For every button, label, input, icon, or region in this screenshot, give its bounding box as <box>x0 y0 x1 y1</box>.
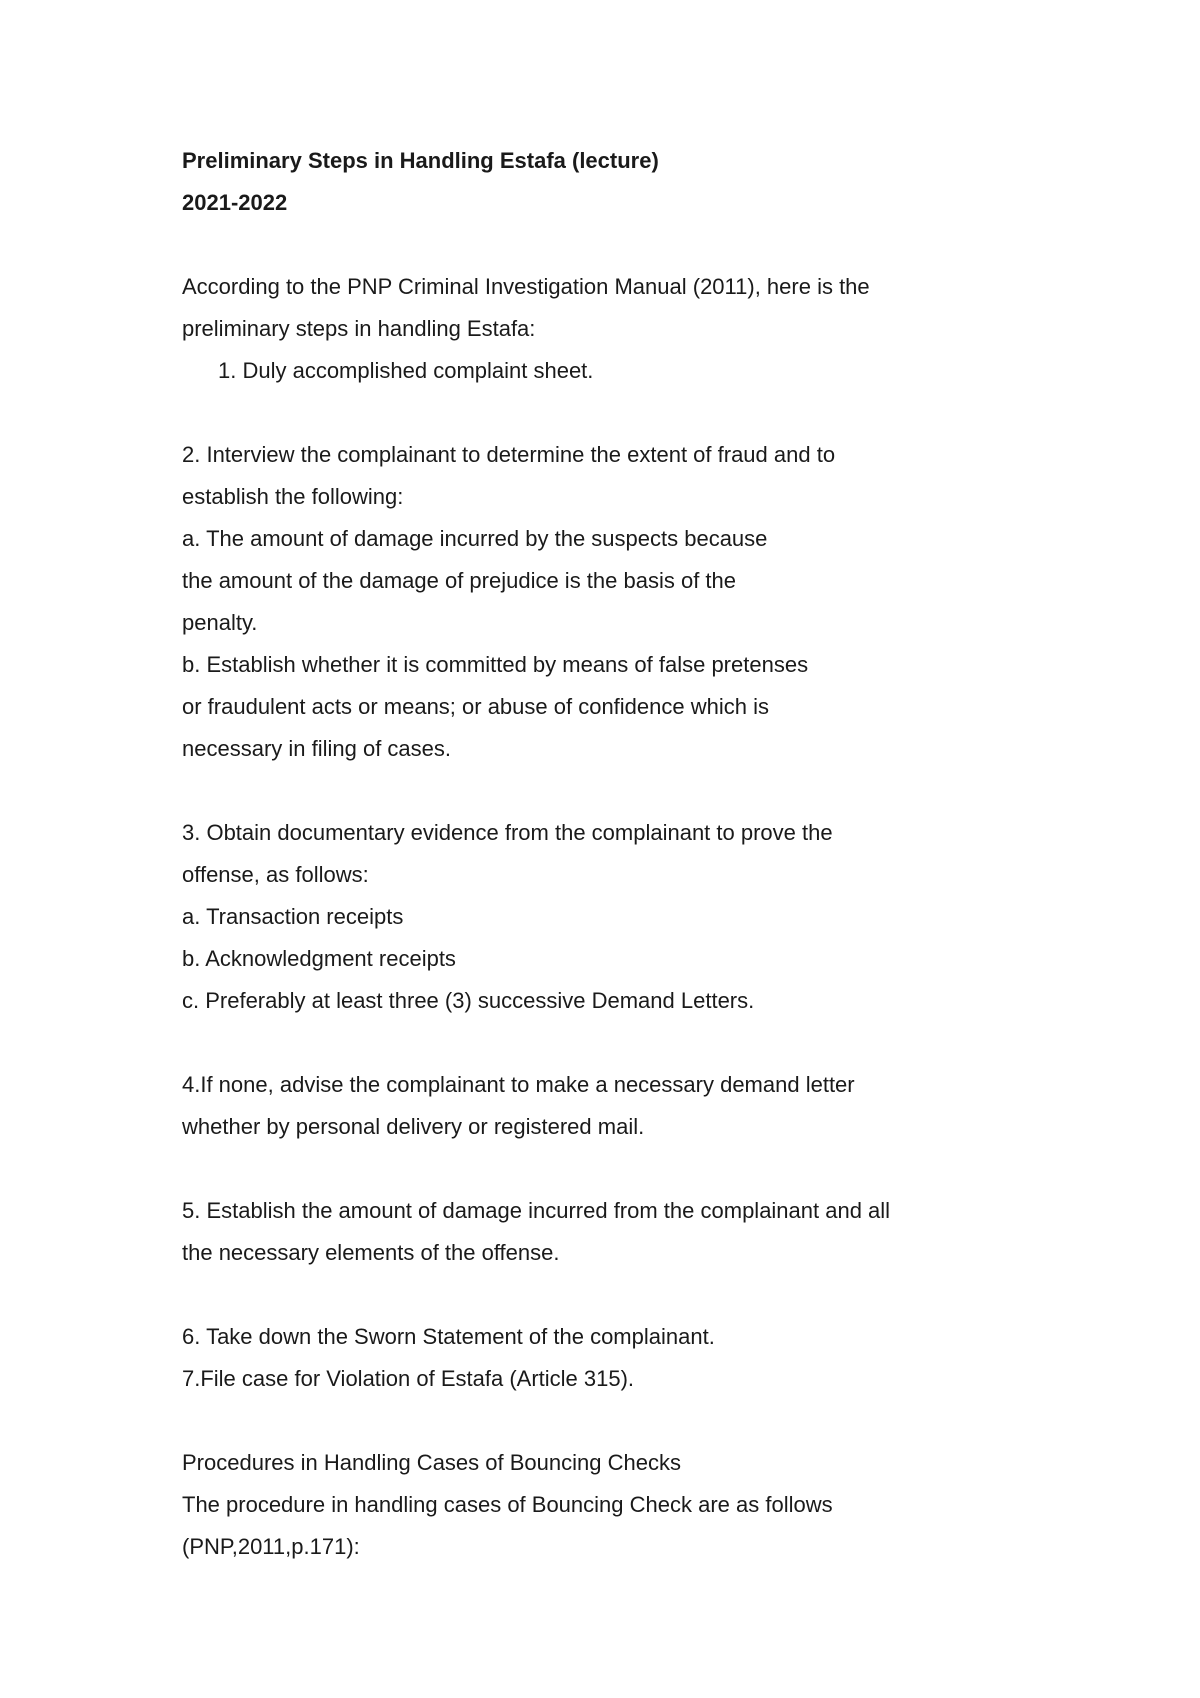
spacer <box>182 392 1022 434</box>
step-2-line: a. The amount of damage incurred by the suspects because <box>182 526 768 551</box>
document-body <box>182 140 1022 1568</box>
step-4-line: whether by personal delivery or registered mail. <box>182 1114 645 1139</box>
step-3-line: 3. Obtain documentary evidence from the complainant to prove the <box>182 820 833 845</box>
intro-line: According to the PNP Criminal Investigation Manual (2011), here is the <box>182 274 870 299</box>
spacer <box>182 1148 1022 1190</box>
spacer <box>182 1400 1022 1442</box>
step-2-line: or fraudulent acts or means; or abuse of confidence which is <box>182 694 769 719</box>
step-2-line: b. Establish whether it is committed by means of false pretenses <box>182 652 809 677</box>
step-2-line: penalty. <box>182 610 258 635</box>
spacer <box>182 1274 1022 1316</box>
step-1: 1. Duly accomplished complaint sheet. <box>218 358 594 383</box>
spacer <box>182 224 1022 266</box>
bouncing-checks-line: (PNP,2011,p.171): <box>182 1534 360 1559</box>
step-2-line: establish the following: <box>182 484 404 509</box>
step-5-line: the necessary elements of the offense. <box>182 1240 560 1265</box>
step-3-line: b. Acknowledgment receipts <box>182 946 456 971</box>
step-2-line: necessary in filing of cases. <box>182 736 452 761</box>
document-year: 2021-2022 <box>182 190 288 215</box>
step-2-line: the amount of the damage of prejudice is the basis of the <box>182 568 737 593</box>
document-title: Preliminary Steps in Handling Estafa (lecture) <box>182 148 659 173</box>
bouncing-checks-line: The procedure in handling cases of Bouncing Check are as follows <box>182 1492 833 1517</box>
spacer <box>182 1022 1022 1064</box>
step-5-line: 5. Establish the amount of damage incurred from the complainant and all <box>182 1198 891 1223</box>
step-3-line: c. Preferably at least three (3) successive Demand Letters. <box>182 988 755 1013</box>
spacer <box>182 770 1022 812</box>
step-3-line: a. Transaction receipts <box>182 904 404 929</box>
intro-line: preliminary steps in handling Estafa: <box>182 316 536 341</box>
step-6-line: 6. Take down the Sworn Statement of the complainant. <box>182 1324 715 1349</box>
step-3-line: offense, as follows: <box>182 862 369 887</box>
bouncing-checks-heading: Procedures in Handling Cases of Bouncing Checks <box>182 1450 681 1475</box>
step-4-line: 4.If none, advise the complainant to make a necessary demand letter <box>182 1072 855 1097</box>
step-7-line: 7.File case for Violation of Estafa (Article 315). <box>182 1366 635 1391</box>
step-2-line: 2. Interview the complainant to determine the extent of fraud and to <box>182 442 836 467</box>
